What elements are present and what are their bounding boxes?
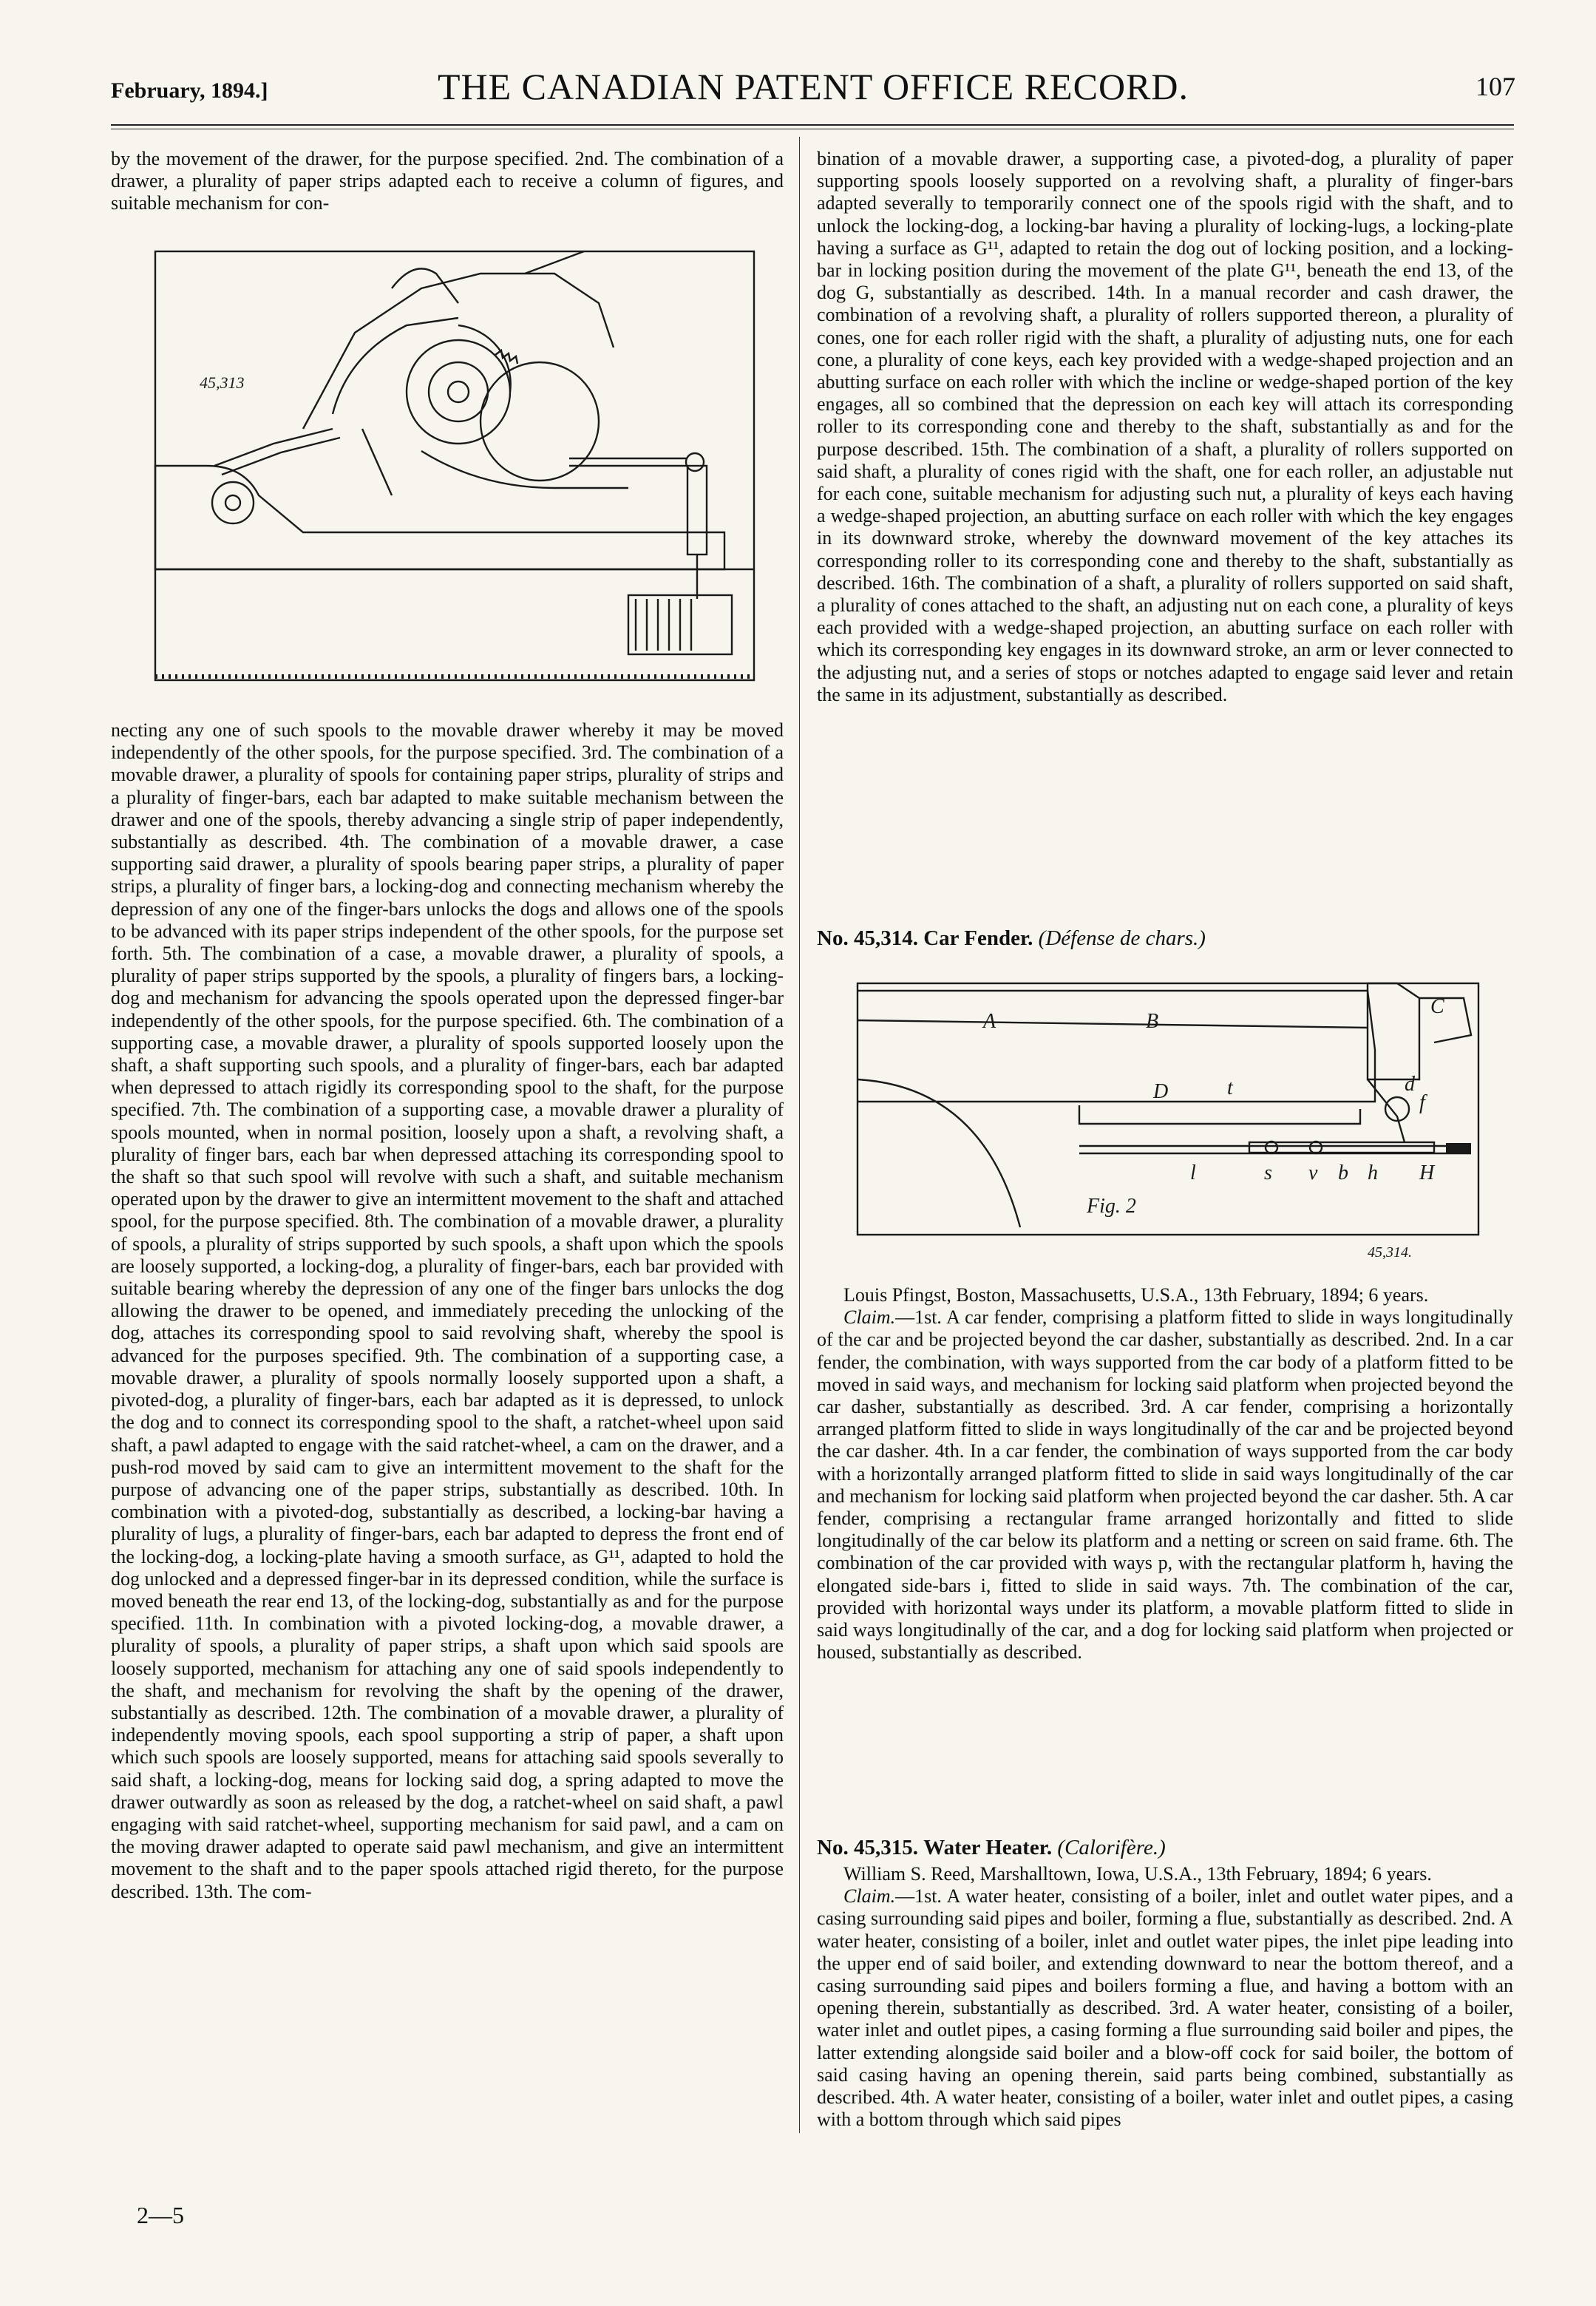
patent-45314-body — [817, 1284, 1513, 1664]
patent-45314-applicant: Louis Pfingst, Boston, Massachusetts, U.S.A., 13th February, 1894; 6 years. — [843, 1284, 1429, 1306]
patent-45314-claims: Claim.—1st. A car fender, comprising a platform fitted to slide in ways longitudinally of the car and be projected beyond the car dasher, substantially as described. 2nd. In a car fender, the combination, with ways supported from the car body of a platform fitted to be moved in said ways, and mechanism for locking said platform when projected beyond the car dasher, substantially as described. 3rd. A car fender, comprising a horizontally arranged platform fitted to slide in ways longitudinally of the car and be projected beyond the car dasher. 4th. In a car fender, the combination of ways supported from the car body with a horizontally arranged platform fitted to slide in said ways longitudinally of the car and mechanism for locking said platform when projected beyond the car dasher. 5th. A car fender, comprising a rectangular frame arranged horizontally and fitted to slide longitudinally of the car below its platform and a netting or screen on said frame. 6th. The combination of the car provided with ways p, with the rectangular platform h, having the elongated side-bars i, fitted to slide in said ways. 7th. The combination of the car, provided with horizontal ways under its platform, a movable platform fitted to slide in said ways longitudinally of the car, and a dog for locking said platform when projected or housed, substantially as described. — [817, 1306, 1513, 1664]
patent-drawing-45314 — [835, 969, 1501, 1264]
fig-letter-a: A — [983, 1010, 996, 1033]
patent-45315-claims: Claim.—1st. A water heater, consisting of a boiler, inlet and outlet water pipes, and a casing surrounding said pipes and boiler, forming a flue, substantially as described. 2nd. A water heater, consisting of a boiler, inlet and outlet water pipes, the inlet pipe leading into the upper end of said boiler, and extending downward to near the bottom thereof, and a casing surrounding said pipes and boilers forming a flue, and having a bottom with an opening therein, substantially as described. 3rd. A water heater, consisting of a boiler, water inlet and outlet pipes, a casing forming a flue surrounding said boiler and pipes, the latter extending alongside said boiler and a blow-off cock for said boiler, the bottom of said casing having an opening therein, said parts being combined, substantially as described. 4th. A water heater, consisting of a boiler, water inlet and outlet pipes, a casing with a bottom through which said pipes — [817, 1885, 1513, 2131]
left-column-top-paragraph: by the movement of the drawer, for the purpose specified. 2nd. The combination of a drawer, a plurality of paper strips adapted each to receive a column of figures, and suitable mechanism for con- — [111, 148, 784, 214]
issue-date: February, 1894.] — [111, 78, 268, 103]
column-divider — [799, 137, 800, 2133]
figure-label-45313: 45,313 — [200, 373, 245, 392]
patent-45314-heading — [817, 926, 1513, 951]
right-column-top-text: bination of a movable drawer, a supporting case, a pivoted-dog, a plurality of paper supporting spools loosely supported on a revolving shaft, a plurality of finger-bars adapted severally to temporarily connect one of the spools rigid with the shaft, and to unlock the locking-dog, a locking-bar having a plurality of locking-lugs, a locking-plate having a surface as G¹¹, adapted to retain the dog out of locking position, and a locking-bar in locking position during the movement of the plate G¹¹, beneath the end 13, of the dog G, substantially as described. 14th. In a manual recorder and cash drawer, the combination of a revolving shaft, a plurality of rollers supported thereon, a plurality of cones, one for each roller rigid with the shaft, a plurality of adjusting nuts, one for each cone, a plurality of cone keys, each key provided with a wedge-shaped projection and an abutting surface on each roller with which the incline or wedge-shaped portion of the key engages, all so combined that the depression on each key will attach its corresponding roller to its corresponding cone and thereby to the shaft, substantially as and for the purpose described. 15th. The combination of a shaft, a plurality of rollers supported on said shaft, a plurality of cones rigid with the shaft, one for each roller, an adjustable nut for each cone, suitable mechanism for adjusting such nut, a plurality of keys each having a wedge-shaped projection, an abutting surface on each roller with which the key engages in its downward stroke, whereby the downward movement of the key attaches its corresponding roller to its corresponding cone and thereby to the shaft, substantially as described. 16th. The combination of a shaft, a plurality of rollers supported on said shaft, a plurality of cones attached to the shaft, an adjusting nut on each cone, a plurality of keys each provided with a wedge-shaped projection, an abutting surface on each roller with which its corresponding key engages in its downward stroke, an arm or lever connected to the adjusting nut, and a series of stops or notches adapted to engage said lever and retain the same in its adjustment, substantially as described. — [817, 148, 1513, 705]
fig-letter-s: s — [1264, 1162, 1272, 1184]
fig-letter-t: t — [1227, 1076, 1233, 1099]
patent-french-name: (Calorifère.) — [1057, 1836, 1166, 1859]
sheet-signature: 2—5 — [137, 2202, 184, 2228]
patent-45315-heading — [817, 1835, 1513, 1860]
patent-french-name: (Défense de chars.) — [1038, 926, 1206, 950]
fig-letter-d-small: d — [1405, 1073, 1415, 1096]
patent-45315-applicant: William S. Reed, Marshalltown, Iowa, U.S.A., 13th February, 1894; 6 years. — [843, 1863, 1432, 1885]
header-rule — [111, 124, 1514, 126]
patent-name: Car Fender. — [923, 926, 1033, 950]
running-header — [111, 65, 1515, 109]
figure-caption-fig2: Fig. 2 — [1087, 1195, 1136, 1218]
left-column-main-text: necting any one of such spools to the movable drawer whereby it may be moved independently of the other spools, for the purpose specified. 3rd. The combination of a movable drawer, a plurality of spools for containing paper strips, plurality of strips and a plurality of finger-bars, each bar adapted to make suitable mechanism between the drawer and one of the spools, thereby advancing a single strip of paper independently, substantially as described. 4th. The combination of a movable drawer, a case supporting said drawer, a plurality of spools bearing paper strips, a plurality of paper strips, a plurality of finger bars, a locking-dog and connecting mechanism whereby the depression of any one of the finger-bars unlocks the dogs and allows one of the spools to be advanced with its paper strips independent of the other spools, for the purpose set forth. 5th. The combination of a case, a movable drawer, a plurality of spools, a plurality of paper strips supported by the spools, a plurality of fingers bars, a locking-dog and mechanism for advancing the spools operated upon the depressed finger-bar independently of the other spools, for the purpose specified. 6th. The combination of a supporting case, a movable drawer, a plurality of spools supported loosely upon the shaft, a shaft supporting such spools, and a plurality of finger-bars, each bar adapted when depressed to attach rigidly its corresponding spool to the shaft, for the purpose specified. 7th. The combination of a supporting case, a movable drawer a plurality of spools mounted, when in normal position, loosely upon a shaft, a revolving shaft, a plurality of finger bars, each bar when depressed attaching its corresponding spool to the shaft so that such spool will revolve with such a shaft, and suitable mechanism operated upon by the drawer to give an intermittent movement to the shaft and attached spool, for the purpose specified. 8th. The combination of a movable drawer, a plurality of spools, a plurality of strips supported by such spools, a shaft upon which the spools are loosely supported, a locking-dog, a plurality of finger-bars, each bar provided with suitable bearing whereby the depression of any one of the finger bars unlocks the dog allowing the drawer to be opened, and immediately preceding the unlocking of the dog, attaches its corresponding spool to said revolving shaft, whereby the spool is advanced for the purposes specified. 9th. The combination of a supporting case, a movable drawer, a plurality of spools normally loosely supported upon a shaft, a pivoted-dog, a plurality of finger-bars, each bar adapted as it is depressed, to unlock the dog and to connect its corresponding spool to the shaft, a ratchet-wheel upon said shaft, a pawl adapted to engage with the said ratchet-wheel, a cam on the drawer, and a push-rod moved by said cam to give an intermittent movement to the shaft for the purpose of advancing one of the paper strips, substantially as described. 10th. In combination with a pivoted-dog, substantially as described, a locking-bar having a plurality of lugs, a plurality of finger-bars, each bar adapted to depress the front end of the locking-dog, a locking-plate having a smooth surface, as G¹¹, adapted to hold the dog unlocked and a depressed finger-bar in its depressed condition, while the surface is moved beneath the rear end 13, of the locking-dog, substantially as and for the purpose specified. 11th. In combination with a pivoted locking-dog, a movable drawer, a plurality of spools, a plurality of paper strips, a shaft upon which said spools are loosely supported, mechanism for attaching any one of said spools independently to the shaft, and mechanism for revolving the shaft by the opening of the drawer, substantially as described. 12th. The combination of a movable drawer, a plurality of independently moving spools, each spool supporting a strip of paper, a shaft upon which such spools are loosely supported, means for attaching said spools severally to said shaft, a locking-dog, means for locking said dog, a spring adapted to move the drawer outwardly as soon as released by the dog, a ratchet-wheel on said shaft, a pawl engaging with said ratchet-wheel, supporting mechanism for said pawl, and a cam on the moving drawer adapted to operate said pawl mechanism, and give an intermittent movement to the shaft and to the paper spools attached rigid thereto, for the purpose described. 13th. The com- — [111, 719, 784, 1902]
fig-letter-c: C — [1430, 995, 1444, 1018]
fig-letter-b-small: b — [1338, 1162, 1348, 1184]
patent-45315-body — [817, 1863, 1513, 2131]
fig-letter-d: D — [1153, 1080, 1169, 1103]
fig-letter-l: l — [1190, 1162, 1196, 1184]
figure-label-45314: 45,314. — [1368, 1244, 1412, 1261]
patent-number: No. 45,314. — [817, 926, 918, 950]
fig-letter-f: f — [1419, 1091, 1425, 1114]
fig-letter-h-cap: H — [1419, 1162, 1435, 1184]
page-number: 107 — [1476, 72, 1515, 101]
journal-title: THE CANADIAN PATENT OFFICE RECORD. — [437, 66, 1189, 107]
patent-drawing-45313 — [111, 244, 784, 695]
fig-letter-h: h — [1368, 1162, 1378, 1184]
fig-letter-v: v — [1308, 1162, 1318, 1184]
patent-name: Water Heater. — [923, 1836, 1053, 1859]
fig-letter-b: B — [1146, 1010, 1159, 1033]
patent-number: No. 45,315. — [817, 1836, 918, 1859]
